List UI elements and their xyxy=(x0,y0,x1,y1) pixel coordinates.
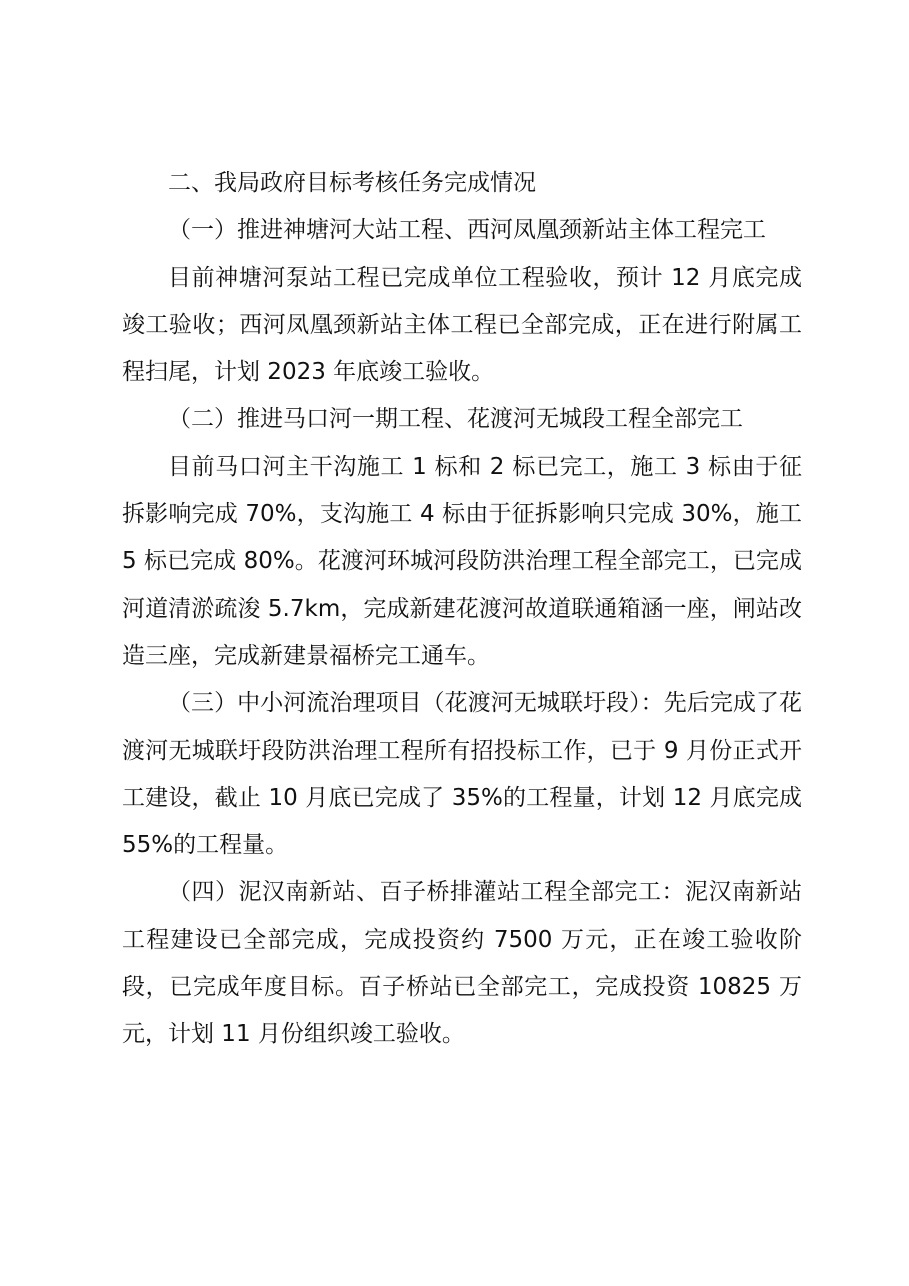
section-4-paragraph: （四）泥汉南新站、百子桥排灌站工程全部完工：泥汉南新站工程建设已全部完成，完成投资约 7500 万元，正在竣工验收阶段，已完成年度目标。百子桥站已全部完工，完成投资 10825 万元，计划 11 月份组织竣工验收。 xyxy=(122,879,802,1048)
section-2-body: 目前马口河主干沟施工 1 标和 2 标已完工，施工 3 标由于征拆影响完成 70%，支沟施工 4 标由于征拆影响只完成 30%，施工 5 标已完成 80%。花渡河环城河段防洪治理工程全部完工，已完成河道清淤疏浚 5.7km，完成新建花渡河故道联通箱涵一座，闸站改造三座，完成新建景福桥完工通车。 xyxy=(122,453,802,669)
section-heading: 二、我局政府目标考核任务完成情况 xyxy=(168,170,536,196)
section-3-paragraph: （三）中小河流治理项目（花渡河无城联圩段）：先后完成了花渡河无城联圩段防洪治理工程所有招投标工作，已于 9 月份正式开工建设，截止 10 月底已完成了 35%的工程量，计划 12 月底完成 55%的工程量。 xyxy=(122,690,802,859)
section-2-title: （二）推进马口河一期工程、花渡河无城段工程全部完工 xyxy=(168,406,743,433)
section-1-body: 目前神塘河泵站工程已完成单位工程验收，预计 12 月底完成竣工验收；西河凤凰颈新站主体工程已全部完成，正在进行附属工程扫尾，计划 2023 年底竣工验收。 xyxy=(122,264,802,386)
document-body xyxy=(122,160,802,1059)
section-1-title: （一）推进神塘河大站工程、西河凤凰颈新站主体工程完工 xyxy=(168,217,766,244)
